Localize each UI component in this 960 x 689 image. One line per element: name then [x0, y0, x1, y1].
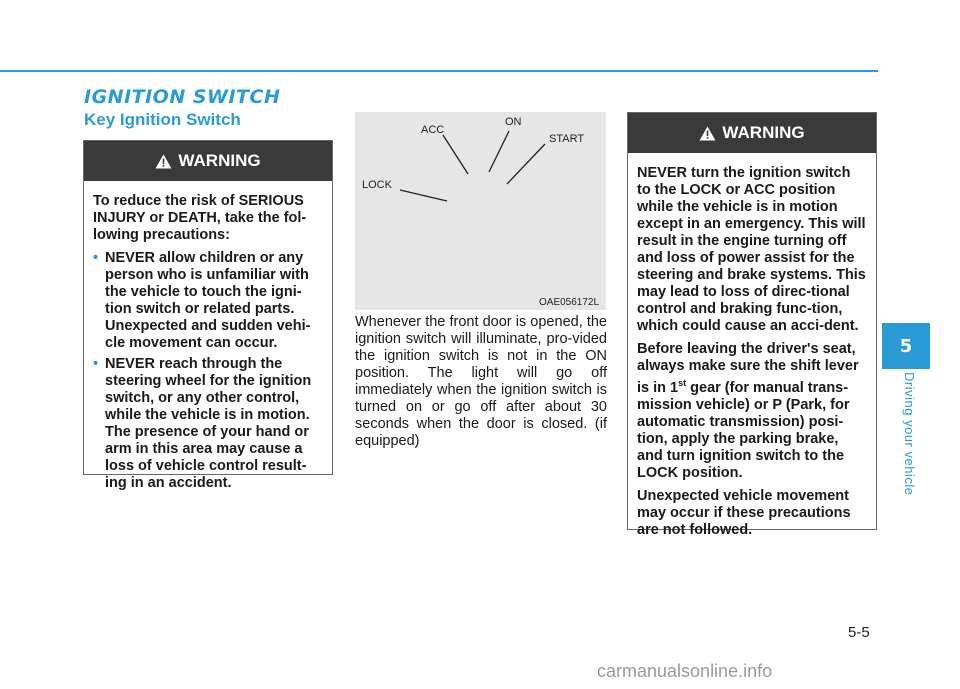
chapter-name: Driving your vehicle	[902, 372, 917, 496]
ignition-light-paragraph: Whenever the front door is opened, the ignition switch will illuminate, pro-vided the ignition switch is not in the ON position. The light will go off immediately when the ignition switch is turned on or go off after about 30 seconds when the door is closed. (if equipped)	[355, 314, 607, 449]
subsection-title: Key Ignition Switch	[84, 110, 241, 129]
label-acc: ACC	[421, 124, 445, 136]
warning-triangle-icon	[699, 126, 716, 141]
warning-box-left	[83, 140, 333, 491]
label-on: ON	[505, 116, 522, 128]
ignition-switch-illustration	[355, 112, 606, 310]
label-start: START	[549, 133, 585, 145]
chapter-number-tab: 5	[882, 323, 930, 369]
warning-body	[84, 181, 332, 492]
shift-text-start: Before leaving the driver's seat, always make sure the shift lever is in 1	[637, 341, 859, 396]
bullet-dot-icon: •	[93, 356, 99, 372]
page-number: 5-5	[848, 624, 870, 641]
warning-bullet-text: NEVER reach through the steering wheel for the ignition switch, or any other control, while the vehicle is in motion. The presence of your hand or arm in this area may cause a loss of vehicle control result-ing in an accident.	[105, 356, 312, 491]
warning-header	[628, 113, 876, 153]
watermark-text: carmanualsonline.info	[597, 661, 773, 681]
ordinal-suffix: st	[678, 378, 687, 388]
warning-paragraph: NEVER turn the ignition switch to the LOCK or ACC position while the vehicle is in motion except in an emergency. This will result in the engine turning off and loss of power assist for the steering and brake systems. This may lead to loss of direc-tional control and braking func-tion, which could cause an acci-dent.	[637, 165, 866, 334]
lock-leader-line	[400, 190, 447, 201]
warning-bullet	[93, 356, 323, 492]
ignition-figure-svg	[355, 112, 606, 310]
warning-header-label: WARNING	[178, 151, 261, 170]
warning-triangle-icon	[155, 154, 172, 169]
warning-intro: To reduce the risk of SERIOUS INJURY or DEATH, take the fol-lowing precautions:	[93, 193, 307, 243]
warning-paragraph: Unexpected vehicle movement may occur if these precautions are not followed.	[637, 487, 851, 538]
start-leader-line	[507, 144, 545, 184]
acc-leader-line	[443, 135, 468, 174]
on-leader-line	[489, 131, 509, 172]
warning-bullet-text: NEVER allow children or any person who is unfamiliar with the vehicle to touch the igni-tion switch or related parts. Unexpected and sudden vehi-cle movement can occur.	[105, 250, 311, 351]
warning-box-right	[627, 112, 877, 538]
shift-text-end: gear (for manual trans-mission vehicle) or P (Park, for automatic transmission) posi-tion, apply the parking brake, and turn ignition switch to the LOCK position.	[637, 379, 850, 481]
warning-bullet	[93, 250, 323, 352]
header-rule	[0, 70, 878, 72]
label-lock: LOCK	[362, 179, 392, 191]
warning-paragraph	[637, 341, 867, 482]
section-title: IGNITION SWITCH	[84, 86, 281, 108]
figure-code: OAE056172L	[539, 297, 600, 308]
warning-header-label: WARNING	[722, 123, 805, 142]
warning-header	[84, 141, 332, 181]
bullet-dot-icon: •	[93, 250, 99, 266]
warning-body	[628, 153, 876, 539]
